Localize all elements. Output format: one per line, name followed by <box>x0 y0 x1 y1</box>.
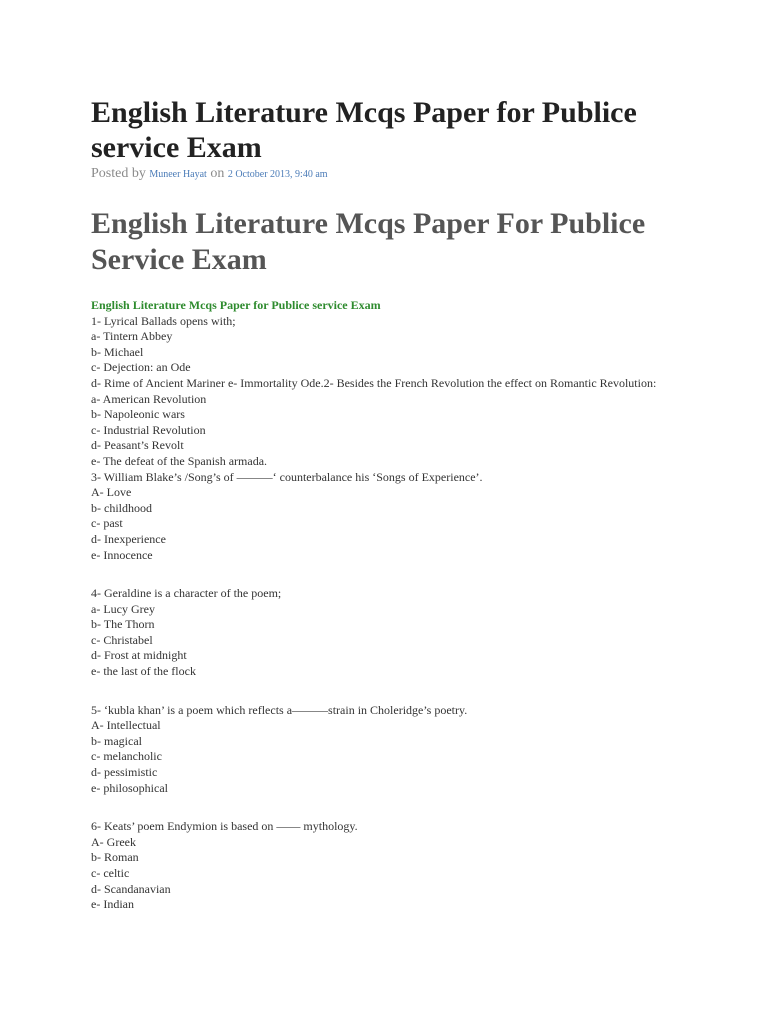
question-line: e- the last of the flock <box>91 664 196 679</box>
posted-by-label: Posted by <box>91 166 146 181</box>
question-line: b- magical <box>91 733 142 748</box>
post-title: English Literature Mcqs Paper for Publice service Exam <box>91 96 637 164</box>
question-line: 1- Lyrical Ballads opens with; <box>91 313 236 328</box>
question-line: A- Love <box>91 485 132 500</box>
question-line: A- Greek <box>91 834 136 849</box>
block-spacer <box>91 563 691 586</box>
question-list <box>91 314 691 913</box>
question-line: c- Dejection: an Ode <box>91 360 191 375</box>
question-line: a- Tintern Abbey <box>91 329 173 344</box>
question-line: e- Indian <box>91 897 134 912</box>
question-line: b- Michael <box>91 344 144 359</box>
question-line: c- celtic <box>91 866 130 880</box>
question-line: 5- ‘kubla khan’ is a poem which reflects a———strain in Choleridge’s poetry. <box>91 702 468 717</box>
article-heading: English Literature Mcqs Paper For Publice Service Exam <box>91 207 646 276</box>
question-line: d- Rime of Ancient Mariner e- Immortality Ode.2- Besides the French Revolution the effect on Romantic Revolution: <box>91 375 657 390</box>
question-line: e- Innocence <box>91 547 153 562</box>
question-line: c- melancholic <box>91 749 162 764</box>
question-line: b- childhood <box>91 500 152 515</box>
question-line: 4- Geraldine is a character of the poem; <box>91 586 282 601</box>
block-spacer <box>91 796 691 819</box>
question-line: c- past <box>91 516 123 531</box>
question-block <box>91 314 691 564</box>
question-line: e- philosophical <box>91 780 168 795</box>
question-line: c- Industrial Revolution <box>91 422 206 437</box>
question-line: b- Napoleonic wars <box>91 407 185 422</box>
question-line: d- pessimistic <box>91 765 158 780</box>
article-subheading: English Literature Mcqs Paper for Publice service Exam <box>91 298 381 312</box>
page-content <box>91 95 691 913</box>
question-line: b- The Thorn <box>91 617 155 632</box>
on-label: on <box>210 166 225 181</box>
question-line: d- Peasant’s Revolt <box>91 438 184 453</box>
question-block <box>91 819 691 913</box>
question-line: 3- William Blake’s /Song’s of ———‘ counterbalance his ‘Songs of Experience’. <box>91 469 483 484</box>
question-line: d- Frost at midnight <box>91 648 187 663</box>
question-block <box>91 703 691 797</box>
question-line: a- American Revolution <box>91 391 207 406</box>
question-line: c- Christabel <box>91 632 153 647</box>
block-spacer <box>91 680 691 703</box>
author-link[interactable]: Muneer Hayat <box>149 169 207 180</box>
question-line: d- Scandanavian <box>91 881 171 896</box>
question-line: b- Roman <box>91 850 139 865</box>
question-line: A- Intellectual <box>91 718 161 733</box>
post-meta <box>91 165 691 187</box>
question-line: a- Lucy Grey <box>91 601 155 616</box>
question-line: e- The defeat of the Spanish armada. <box>91 453 268 468</box>
question-line: 6- Keats’ poem Endymion is based on —— mythology. <box>91 819 358 834</box>
question-block <box>91 586 691 680</box>
post-date-link[interactable]: 2 October 2013, 9:40 am <box>227 169 328 180</box>
question-line: d- Inexperience <box>91 531 166 546</box>
